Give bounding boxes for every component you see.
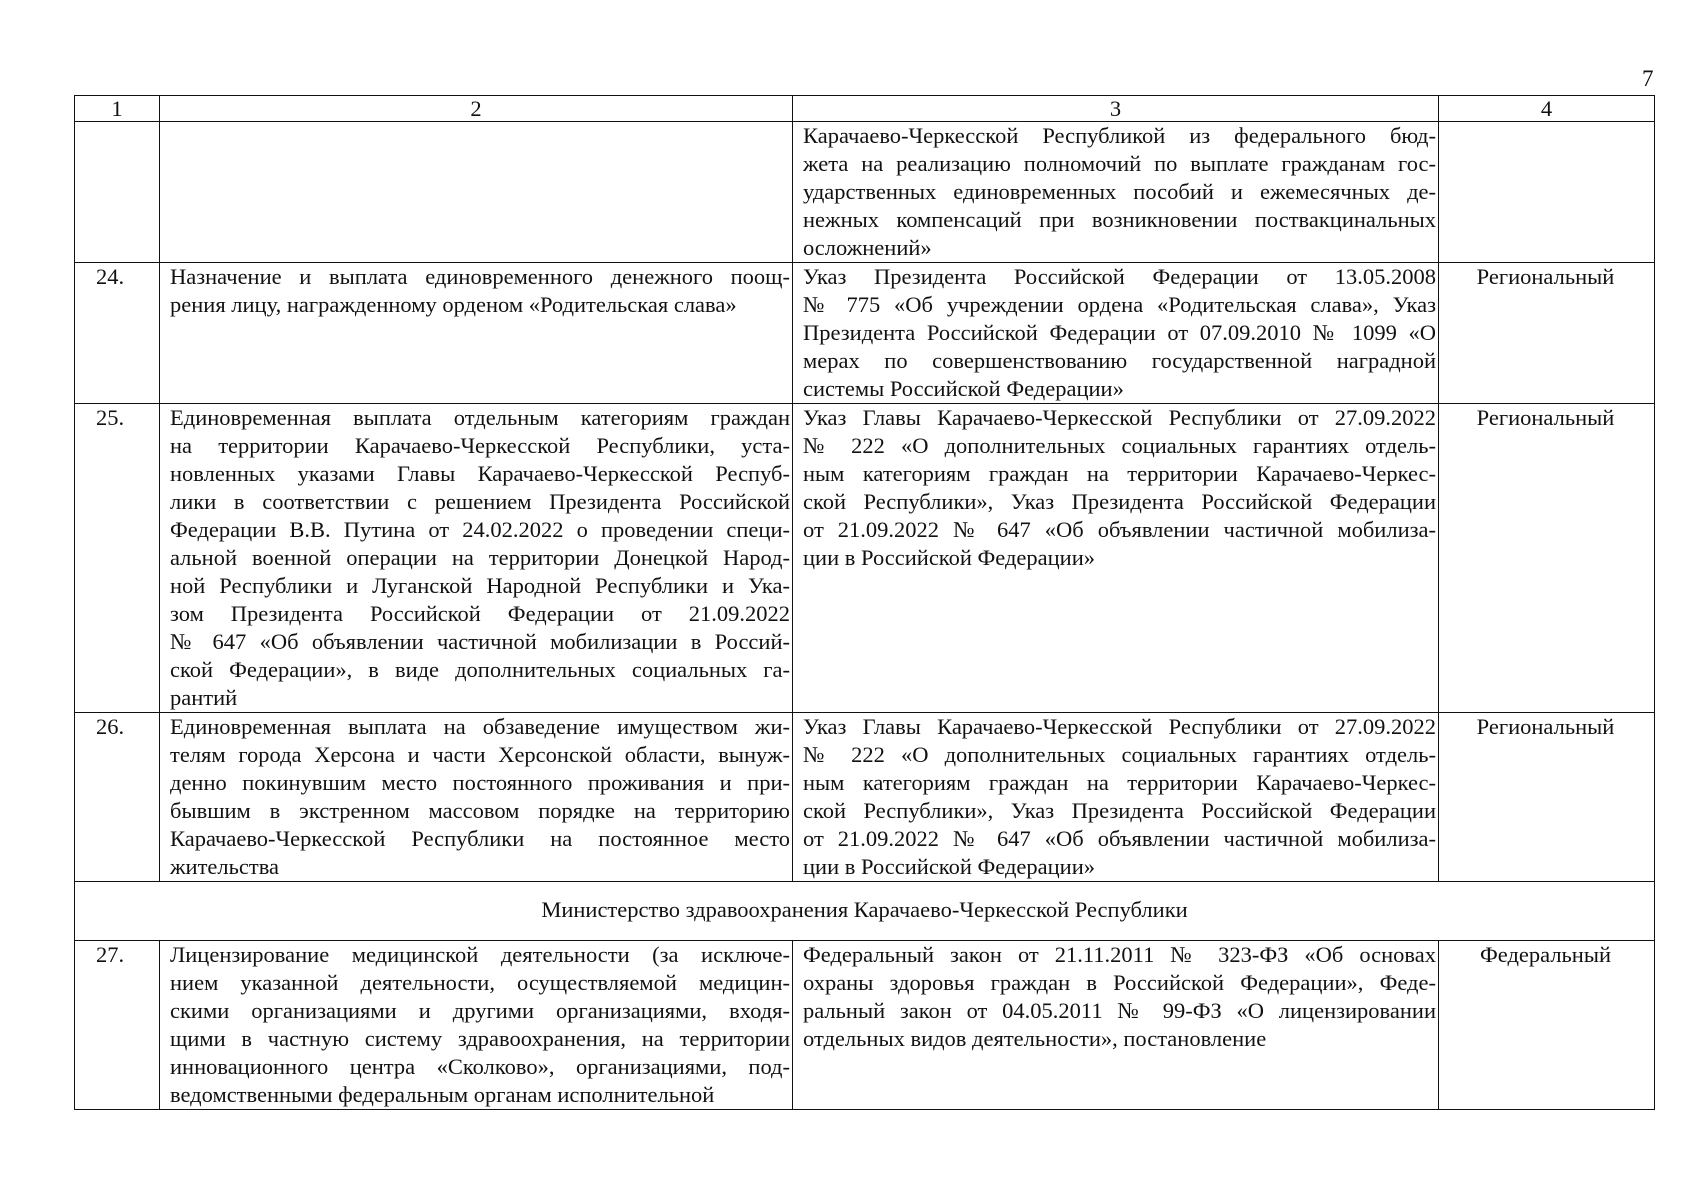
basis-line: Президента Российской Федерации от 07.09.2010 № 1099 «О	[803, 320, 1436, 345]
service-line: новленных указами Главы Карачаево-Черкесской Респуб-	[170, 461, 790, 486]
section-row	[75, 882, 1655, 941]
basis-line: № 775 «Об учреждении ордена «Родительская слава», Указ	[803, 292, 1436, 317]
section-title: Министерство здравоохранения Карачаево-Черкесской Республики	[75, 882, 1655, 941]
service-line: Карачаево-Черкесской Республики на постоянное место	[170, 826, 790, 851]
table-row	[75, 404, 1655, 713]
table-row	[75, 941, 1655, 1110]
row-number: 27.	[75, 941, 160, 1110]
basis-line: № 222 «О дополнительных социальных гарантиях отдель-	[803, 742, 1436, 767]
basis-line: осложнений»	[803, 235, 932, 260]
basis-line: ударственных единовременных пособий и ежемесячных де-	[803, 179, 1436, 204]
cell-basis	[793, 122, 1439, 263]
service-line: на территории Карачаево-Черкесской Республики, уста-	[170, 433, 790, 458]
basis-line: ным категориям граждан на территории Карачаево-Черкес-	[803, 770, 1436, 795]
basis-line: ции в Российской Федерации»	[803, 854, 1096, 879]
service-name	[160, 941, 793, 1110]
basis-line: от 21.09.2022 № 647 «Об объявлении частичной мобилиза-	[803, 517, 1436, 542]
cell-num	[75, 122, 160, 263]
basis-line: Указ Главы Карачаево-Черкесской Республики от 27.09.2022	[803, 405, 1436, 430]
basis-line: ской Республики», Указ Президента Российской Федерации	[803, 798, 1436, 823]
basis-line: ральный закон от 04.05.2011 № 99-ФЗ «О лицензировании	[803, 998, 1436, 1023]
basis-line: жета на реализацию полномочий по выплате гражданам гос-	[803, 151, 1436, 176]
cell-service	[160, 122, 793, 263]
service-line: скими организациями и другими организациями, входя-	[170, 998, 790, 1023]
service-line: № 647 «Об объявлении частичной мобилизации в Россий-	[170, 629, 790, 654]
services-table	[74, 95, 1655, 1110]
service-line: нием указанной деятельности, осуществляемой медицин-	[170, 970, 790, 995]
service-line: жительства	[170, 854, 280, 879]
row-number: 25.	[75, 404, 160, 713]
service-line: телям города Херсона и части Херсонской области, вынуж-	[170, 742, 790, 767]
service-level: Региональный	[1439, 713, 1655, 882]
service-line: рения лицу, награжденному орденом «Родительская слава»	[170, 292, 737, 317]
header-col-3: 3	[793, 96, 1439, 122]
basis-line: ции в Российской Федерации»	[803, 545, 1096, 570]
page-number: 7	[1642, 66, 1654, 91]
service-name	[160, 713, 793, 882]
service-line: ведомственными федеральным органам исполнительной	[170, 1082, 715, 1107]
header-col-1: 1	[75, 96, 160, 122]
service-line: Лицензирование медицинской деятельности (за исключе-	[170, 942, 790, 967]
service-line: Единовременная выплата отдельным категориям граждан	[170, 405, 790, 430]
basis-line: Федеральный закон от 21.11.2011 № 323-ФЗ «Об основах	[803, 942, 1436, 967]
legal-basis	[793, 941, 1439, 1110]
legal-basis	[793, 263, 1439, 404]
service-name	[160, 263, 793, 404]
service-line: ной Республики и Луганской Народной Республики и Ука-	[170, 573, 790, 598]
service-line: щими в частную систему здравоохранения, на территории	[170, 1026, 790, 1051]
cell-level	[1439, 122, 1655, 263]
table-row	[75, 263, 1655, 404]
header-col-2: 2	[160, 96, 793, 122]
basis-line: Карачаево-Черкесской Республикой из федерального бюд-	[803, 123, 1436, 148]
service-level: Региональный	[1439, 404, 1655, 713]
service-line: инновационного центра «Сколково», организациями, под-	[170, 1054, 790, 1079]
basis-line: отдельных видов деятельности», постановление	[803, 1026, 1267, 1051]
continuation-row	[75, 122, 1655, 263]
service-line: Федерации В.В. Путина от 24.02.2022 о проведении специ-	[170, 517, 790, 542]
basis-line: ным категориям граждан на территории Карачаево-Черкес-	[803, 461, 1436, 486]
legal-basis	[793, 404, 1439, 713]
basis-line: от 21.09.2022 № 647 «Об объявлении частичной мобилиза-	[803, 826, 1436, 851]
service-level: Федеральный	[1439, 941, 1655, 1110]
basis-line: № 222 «О дополнительных социальных гарантиях отдель-	[803, 433, 1436, 458]
basis-line: охраны здоровья граждан в Российской Федерации», Феде-	[803, 970, 1436, 995]
row-number: 26.	[75, 713, 160, 882]
service-line: Назначение и выплата единовременного денежного поощ-	[170, 264, 790, 289]
header-col-4: 4	[1439, 96, 1655, 122]
legal-basis	[793, 713, 1439, 882]
service-line: альной военной операции на территории Донецкой Народ-	[170, 545, 790, 570]
header-row	[75, 96, 1655, 122]
service-line: лики в соответствии с решением Президента Российской	[170, 489, 790, 514]
service-line: рантий	[170, 685, 238, 710]
service-line: ской Федерации», в виде дополнительных социальных га-	[170, 657, 790, 682]
basis-line: мерах по совершенствованию государственной наградной	[803, 348, 1436, 373]
service-line: бывшим в экстренном массовом порядке на территорию	[170, 798, 790, 823]
service-line: зом Президента Российской Федерации от 21.09.2022	[170, 601, 790, 626]
table-row	[75, 713, 1655, 882]
row-number: 24.	[75, 263, 160, 404]
basis-line: ской Республики», Указ Президента Российской Федерации	[803, 489, 1436, 514]
service-line: денно покинувшим место постоянного проживания и при-	[170, 770, 790, 795]
service-level: Региональный	[1439, 263, 1655, 404]
basis-line: нежных компенсаций при возникновении поствакцинальных	[803, 207, 1436, 232]
basis-line: системы Российской Федерации»	[803, 376, 1124, 401]
service-line: Единовременная выплата на обзаведение имуществом жи-	[170, 714, 790, 739]
basis-line: Указ Главы Карачаево-Черкесской Республики от 27.09.2022	[803, 714, 1436, 739]
basis-line: Указ Президента Российской Федерации от 13.05.2008	[803, 264, 1436, 289]
service-name	[160, 404, 793, 713]
